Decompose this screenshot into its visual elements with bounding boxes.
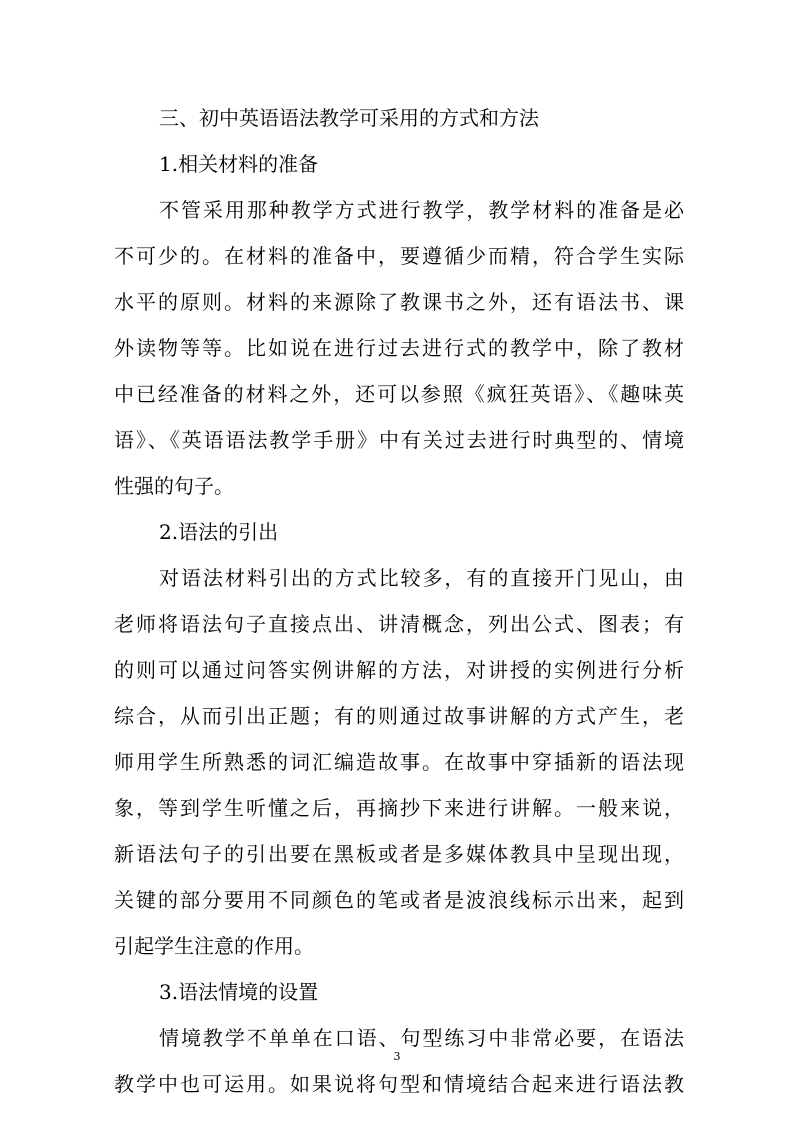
paragraph-line: 关键的部分要用不同颜色的笔或者是波浪线标示出来，起到 xyxy=(114,888,684,912)
paragraph-line: 不管采用那种教学方式进行教学，教学材料的准备是必 xyxy=(159,198,684,222)
page-number: 3 xyxy=(393,1050,401,1063)
document-body xyxy=(114,100,684,1102)
paragraph-line: 语》、《英语语法教学手册》中有关过去进行时典型的、情境 xyxy=(114,428,684,452)
paragraph-line: 老师将语法句子直接点出、讲清概念，列出公式、图表；有 xyxy=(114,612,684,636)
paragraph-line: 引起学生注意的作用。 xyxy=(114,934,314,958)
paragraph-line: 性强的句子。 xyxy=(114,474,234,498)
subsection-heading: 2.语法的引出 xyxy=(159,520,279,544)
section-title: 三、初中英语语法教学可采用的方式和方法 xyxy=(159,106,539,130)
paragraph-line: 对语法材料引出的方式比较多，有的直接开门见山，由 xyxy=(159,566,684,590)
subsection-heading: 1.相关材料的准备 xyxy=(159,152,319,176)
paragraph-line: 不可少的。在材料的准备中，要遵循少而精，符合学生实际 xyxy=(114,244,684,268)
paragraph-line: 的则可以通过问答实例讲解的方法，对讲授的实例进行分析 xyxy=(114,658,684,682)
paragraph-line: 教学中也可运用。如果说将句型和情境结合起来进行语法教 xyxy=(114,1072,684,1096)
subsection-heading: 3.语法情境的设置 xyxy=(159,980,319,1004)
paragraph-line: 师用学生所熟悉的词汇编造故事。在故事中穿插新的语法现 xyxy=(114,750,684,774)
paragraph-line: 情境教学不单单在口语、句型练习中非常必要，在语法 xyxy=(159,1026,684,1050)
paragraph-line: 象，等到学生听懂之后，再摘抄下来进行讲解。一般来说， xyxy=(114,796,684,820)
paragraph-line: 水平的原则。材料的来源除了教课书之外，还有语法书、课 xyxy=(114,290,684,314)
paragraph-line: 新语法句子的引出要在黑板或者是多媒体教具中呈现出现， xyxy=(114,842,684,866)
paragraph-line: 中已经准备的材料之外，还可以参照《疯狂英语》、《趣味英 xyxy=(114,382,684,406)
paragraph-line: 综合，从而引出正题；有的则通过故事讲解的方式产生，老 xyxy=(114,704,684,728)
paragraph-line: 外读物等等。比如说在进行过去进行式的教学中，除了教材 xyxy=(114,336,684,360)
